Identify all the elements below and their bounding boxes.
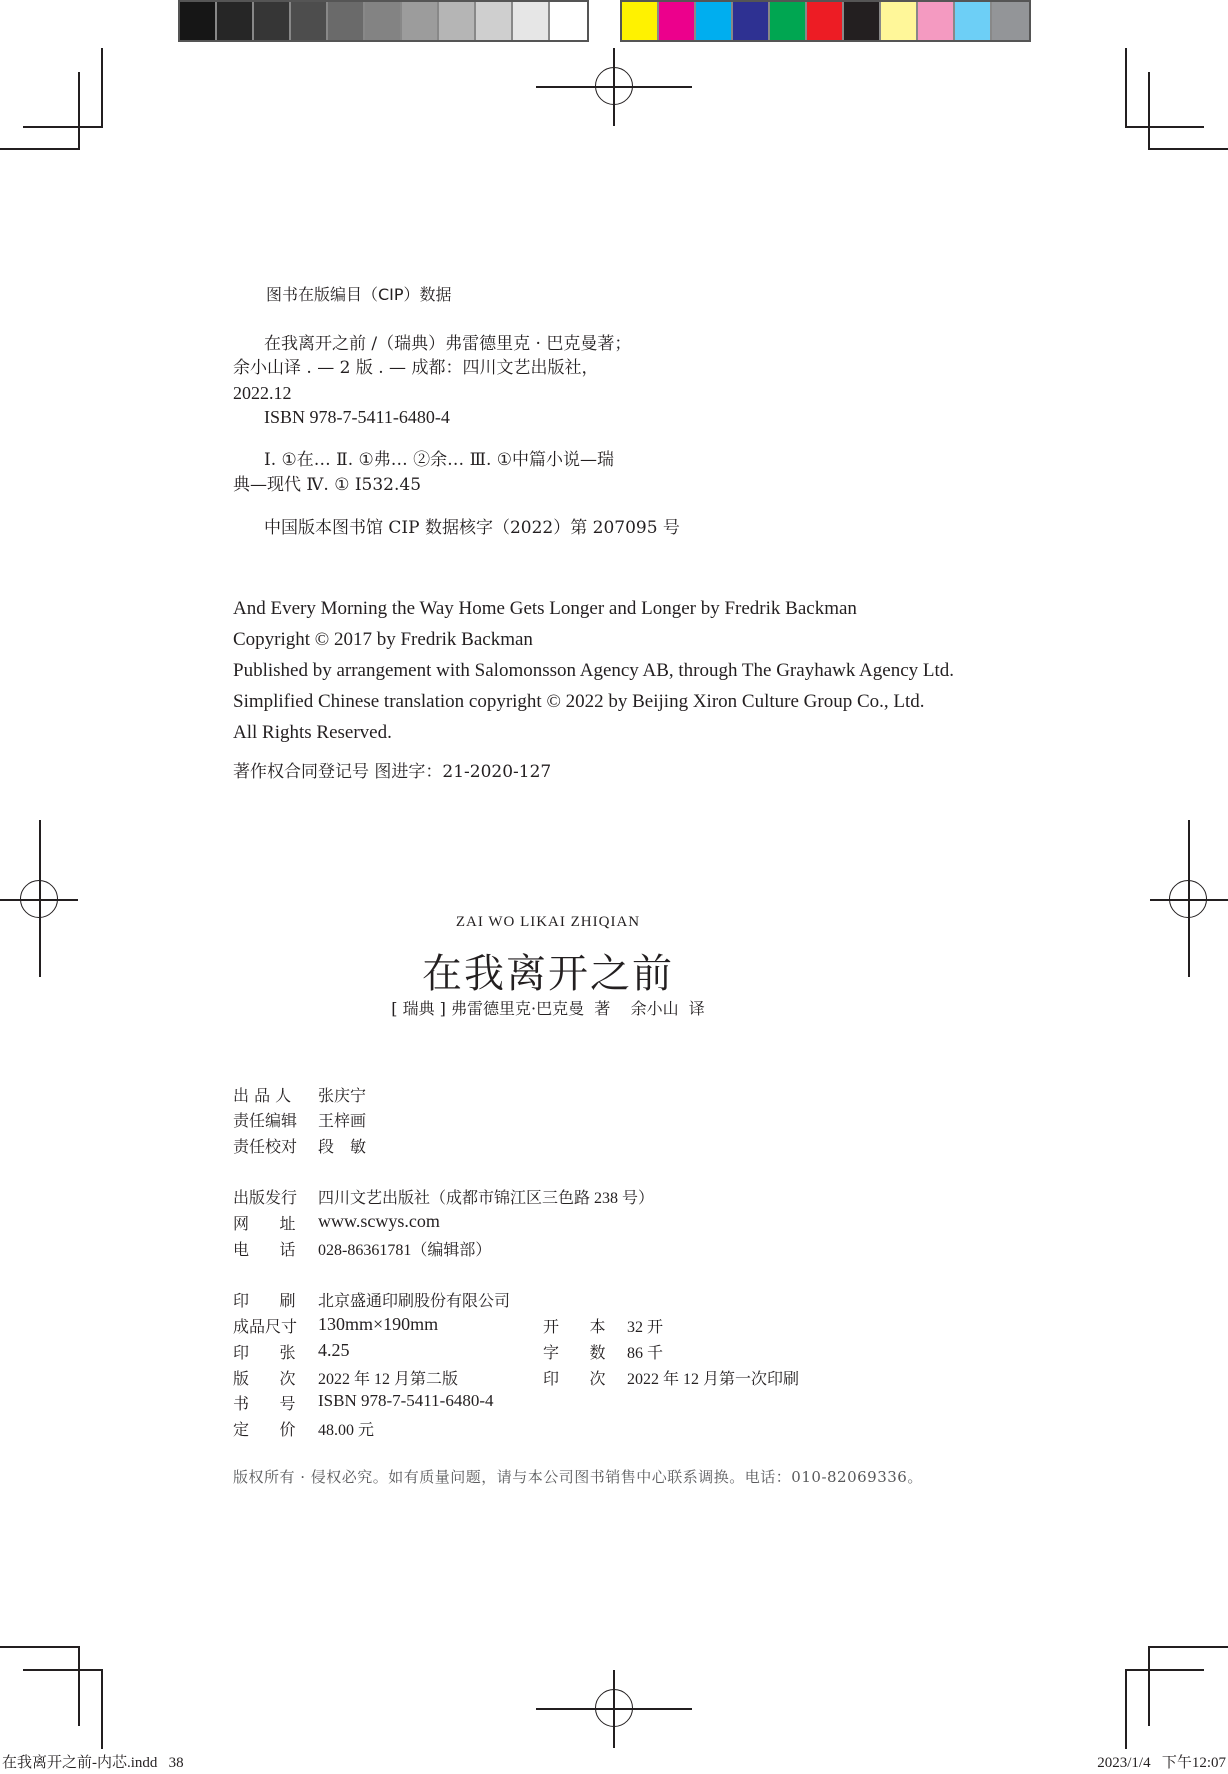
rights-notice: 版权所有 · 侵权必究。如有质量问题，请与本公司图书销售中心联系调换。电话：010-82069336。 bbox=[233, 1468, 923, 1486]
spec-label: 印 次 bbox=[543, 1369, 606, 1388]
publisher-label: 电 话 bbox=[233, 1240, 296, 1259]
publisher-value: 四川文艺出版社（成都市锦江区三色路 238 号） bbox=[318, 1190, 655, 1207]
copyright-line: Published by arrangement with Salomonsson Agency AB, through The Grayhawk Agency Ltd. bbox=[233, 660, 955, 681]
copyright-line: Copyright © 2017 by Fredrik Backman bbox=[233, 629, 533, 650]
gray-swatch bbox=[180, 2, 217, 40]
gray-swatch bbox=[254, 2, 291, 40]
spec-label: 印 张 bbox=[233, 1343, 296, 1362]
color-swatch bbox=[733, 2, 770, 40]
color-swatch bbox=[696, 2, 733, 40]
spec-value: 86 千 bbox=[627, 1345, 664, 1362]
spec-value: 2022 年 12 月第二版 bbox=[318, 1371, 459, 1388]
publisher-website: www.scwys.com bbox=[318, 1211, 440, 1231]
staff-label: 出 品 人 bbox=[233, 1086, 292, 1105]
gray-swatch bbox=[550, 2, 587, 40]
color-swatch bbox=[622, 2, 659, 40]
cip-line: 2022.12 bbox=[233, 383, 292, 403]
cip-record-number: 中国版本图书馆 CIP 数据核字（2022）第 207095 号 bbox=[264, 518, 680, 538]
color-swatch bbox=[770, 2, 807, 40]
copyright-line: Simplified Chinese translation copyright © 2022 by Beijing Xiron Culture Group Co., Ltd. bbox=[233, 691, 925, 712]
gray-swatch bbox=[402, 2, 439, 40]
color-swatch bbox=[659, 2, 696, 40]
spec-label: 开 本 bbox=[543, 1317, 606, 1336]
color-swatch bbox=[881, 2, 918, 40]
spec-label: 版 次 bbox=[233, 1369, 296, 1388]
spec-value: 32 开 bbox=[627, 1319, 664, 1336]
gray-swatch bbox=[328, 2, 365, 40]
publisher-phone: 028-86361781（编辑部） bbox=[318, 1242, 492, 1259]
slug-filename: 在我离开之前-内芯.indd 38 bbox=[2, 1755, 184, 1771]
spec-label: 字 数 bbox=[543, 1343, 606, 1362]
process-color-bar bbox=[620, 0, 1031, 42]
spec-value: 130mm×190mm bbox=[318, 1314, 439, 1334]
publisher-label: 出版发行 bbox=[233, 1188, 298, 1207]
spec-label: 印 刷 bbox=[233, 1291, 296, 1310]
gray-swatch bbox=[217, 2, 254, 40]
spec-value: ISBN 978-7-5411-6480-4 bbox=[318, 1391, 494, 1410]
slug-timestamp: 2023/1/4 下午12:07 bbox=[1097, 1755, 1226, 1771]
author-translator: [ 瑞典 ] 弗雷德里克·巴克曼 著 余小山 译 bbox=[391, 999, 705, 1018]
copyright-line: And Every Morning the Way Home Gets Longer and Longer by Fredrik Backman bbox=[233, 598, 857, 619]
spec-label: 定 价 bbox=[233, 1420, 296, 1439]
color-swatch bbox=[992, 2, 1029, 40]
cip-heading: 图书在版编目（CIP）数据 bbox=[266, 285, 452, 304]
color-swatch bbox=[918, 2, 955, 40]
gray-swatch bbox=[513, 2, 550, 40]
staff-label: 责任校对 bbox=[233, 1137, 298, 1156]
publisher-label: 网 址 bbox=[233, 1214, 296, 1233]
grayscale-color-bar bbox=[178, 0, 589, 42]
cip-classification: 典—现代 Ⅳ. ① I532.45 bbox=[233, 475, 422, 495]
cip-line: 在我离开之前 /（瑞典）弗雷德里克 · 巴克曼著； bbox=[264, 334, 632, 354]
contract-registration: 著作权合同登记号 图进字：21-2020-127 bbox=[233, 762, 552, 782]
staff-value: 张庆宁 bbox=[318, 1088, 367, 1105]
spec-label: 书 号 bbox=[233, 1394, 296, 1413]
cip-line: 余小山译 . — 2 版 . — 成都：四川文艺出版社， bbox=[233, 358, 599, 378]
book-title: 在我离开之前 bbox=[422, 951, 674, 997]
staff-value: 王梓画 bbox=[318, 1113, 367, 1130]
spec-value: 4.25 bbox=[318, 1340, 350, 1360]
spec-value: 2022 年 12 月第一次印刷 bbox=[627, 1371, 800, 1388]
gray-swatch bbox=[291, 2, 328, 40]
cip-isbn: ISBN 978-7-5411-6480-4 bbox=[264, 407, 450, 427]
color-swatch bbox=[955, 2, 992, 40]
staff-label: 责任编辑 bbox=[233, 1111, 298, 1130]
gray-swatch bbox=[476, 2, 513, 40]
color-swatch bbox=[807, 2, 844, 40]
cip-classification: Ⅰ. ①在… Ⅱ. ①弗… ②余… Ⅲ. ①中篇小说—瑞 bbox=[264, 450, 615, 470]
staff-value: 段 敏 bbox=[318, 1139, 367, 1156]
gray-swatch bbox=[439, 2, 476, 40]
spec-value: 北京盛通印刷股份有限公司 bbox=[318, 1293, 511, 1310]
gray-swatch bbox=[365, 2, 402, 40]
title-pinyin: ZAI WO LIKAI ZHIQIAN bbox=[455, 914, 641, 930]
copyright-line: All Rights Reserved. bbox=[233, 722, 392, 743]
spec-value: 48.00 元 bbox=[318, 1422, 375, 1439]
color-swatch bbox=[844, 2, 881, 40]
spec-label: 成品尺寸 bbox=[233, 1317, 298, 1336]
